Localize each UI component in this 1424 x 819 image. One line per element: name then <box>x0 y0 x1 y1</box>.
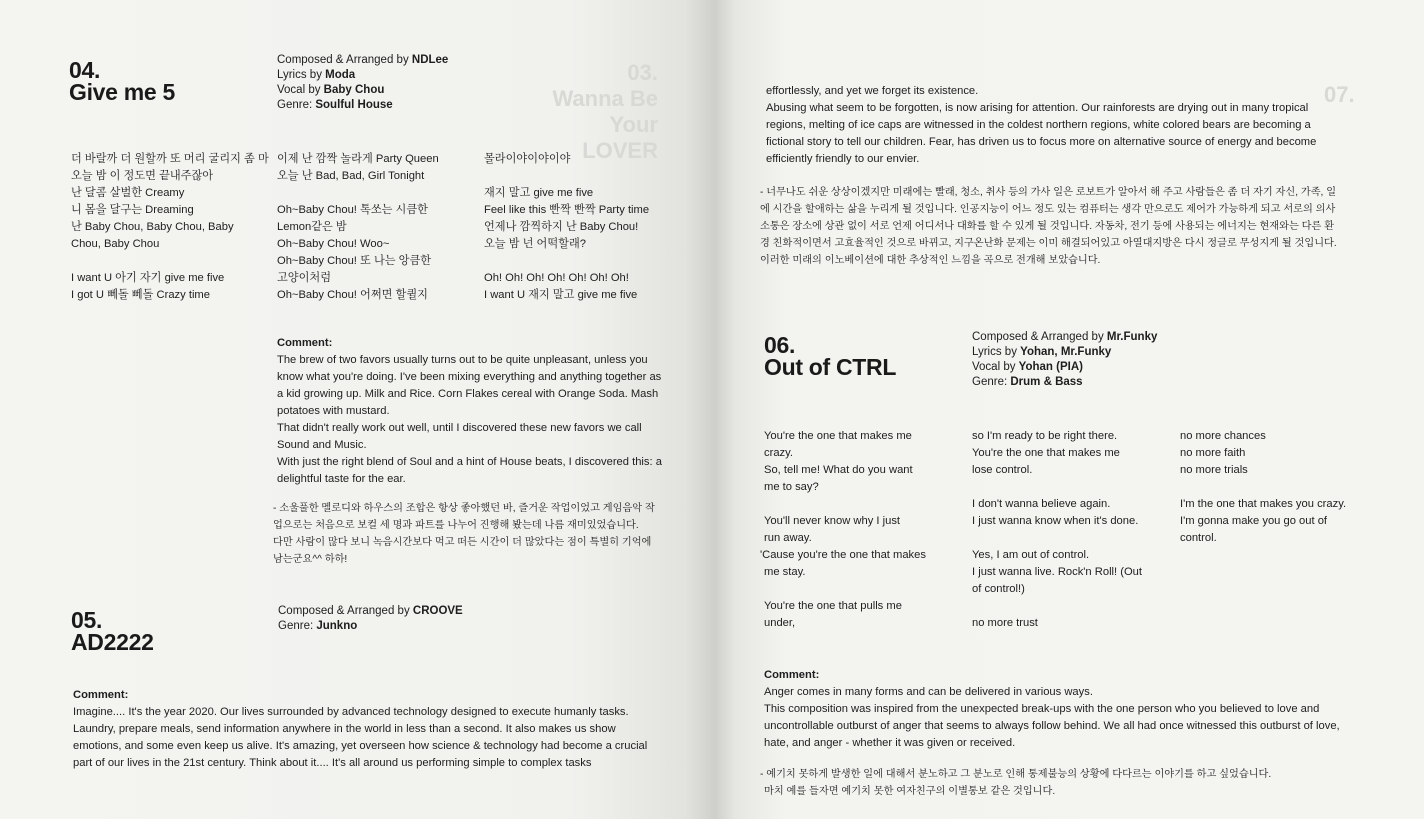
credit-line: Vocal by Yohan (PIA) <box>972 361 1083 373</box>
comment-paragraph-ko: 다만 사람이 많다 보니 녹음시간보다 먹고 떠든 시간이 더 많았다는 점이 특별히 기억에 남는군요^^ 하하! <box>273 537 652 565</box>
lyric-line: 더 바랄까 더 원할까 또 머리 굴리지 좀 마 <box>71 153 269 165</box>
comment-paragraph-ko: - 너무나도 쉬운 상상이겠지만 미래에는 빨래, 청소, 취사 등의 가사 일은 로보트가 알아서 해 주고 사람들은 좀 더 자기 자신, 가족, 일에 시간을 할애하는 삶을 누리게 될 것입니다. 인공지능이 어느 정도 있는 컴퓨터는 생각 만으로도 제어가 가능하게 되고 서로의 의사 소통은 장소에 상관 없이 서로 언제 어디서나 대화를 할 수 있게 될 것입니다. 자동차, 전기 등에 사용되는 에너지는 현재와는 다른 환경 친화적이면서 고효율적인 것으로 바뀌고, 지구온난화 문제는 이미 해결되어있고 아열대지방은 다시 정글로 무성지게 될 것입니다. 이러한 미래의 이노베이션에 대한 추상적인 느낌을 곡으로 전개해 보았습니다. <box>760 187 1337 266</box>
credit-line: Composed & Arranged by Mr.Funky <box>972 331 1158 343</box>
lyric-line: no more chances <box>1180 430 1266 442</box>
lyric-line: So, tell me! What do you want <box>764 464 913 476</box>
lyric-line: Oh~Baby Chou! 어쩌면 할퀼지 <box>277 289 428 301</box>
lyric-line: Oh! Oh! Oh! Oh! Oh! Oh! Oh! <box>484 272 629 284</box>
lyric-line: 고양이처럼 <box>277 272 332 284</box>
lyric-line: run away. <box>764 532 812 544</box>
track05-comment-continued <box>766 83 1351 168</box>
lyric-line: 난 달콤 살벌한 Creamy <box>71 187 185 199</box>
track06-comment <box>764 667 1354 752</box>
track06-comment-korean <box>760 766 1360 800</box>
lyric-line: 몰라이야이야이야 <box>484 153 571 165</box>
comment-paragraph: Abusing what seem to be forgotten, is now arising for attention. Our rainforests are drying out in many tropical regions, melting of ice caps are witnessed in the coldest northern regions, white colored bears are becoming a fictional story to tell our children. Fear, has driven us to focus more on alternative source of energy and become efficiently friendly to our envier. <box>766 102 1317 165</box>
lyric-line: lose control. <box>972 464 1033 476</box>
comment-paragraph: This composition was inspired from the unexpected break-ups with the one person who you believed to love and uncontrollable outburst of anger that seems to always follow behind. We all had once witnessed this outburst of love, hate, and anger - whether it was given or received. <box>764 703 1340 749</box>
show-through-text: 07. <box>1324 82 1355 107</box>
track05-credits <box>278 604 578 634</box>
track04-lyrics-col3 <box>484 151 704 304</box>
lyric-line: me stay. <box>764 566 806 578</box>
lyric-line: 오늘 난 Bad, Bad, Girl Tonight <box>277 170 425 182</box>
track05-number: 05. <box>71 607 103 633</box>
credit-line: Genre: Drum & Bass <box>972 376 1083 388</box>
comment-paragraph-ko: - 소울풀한 멜로디와 하우스의 조합은 항상 좋아했던 바, 즐거운 작업이었고 게임음악 작업으로는 처음으로 보컬 세 명과 파트를 나누어 진행해 봤는데 나름 재미있었습니다. <box>273 503 655 531</box>
lyric-line: I want U 재지 말고 give me five <box>484 289 638 301</box>
lyric-line: no more faith <box>1180 447 1246 459</box>
track05-comment <box>73 687 663 772</box>
track05-title: AD2222 <box>71 629 154 655</box>
track04-number: 04. <box>69 57 101 83</box>
lyric-line: 니 몸을 달구는 Dreaming <box>71 204 194 216</box>
track06-lyrics-col2 <box>972 428 1172 632</box>
track04-comment-korean <box>273 500 657 568</box>
comment-paragraph: That didn't really work out well, until I discovered these new favors we call Sound and Music. <box>277 422 642 451</box>
lyric-line: I want U 아기 자기 give me five <box>71 272 225 284</box>
lyric-line: Chou, Baby Chou <box>71 238 160 250</box>
lyric-line: 오늘 밤 이 정도면 끝내주잖아 <box>71 170 214 182</box>
track04-lyrics-col2 <box>277 151 477 304</box>
lyric-line: I just wanna know when it's done. <box>972 515 1139 527</box>
comment-paragraph: effortlessly, and yet we forget its existence. <box>766 85 979 97</box>
lyric-line: Oh~Baby Chou! Woo~ <box>277 238 390 250</box>
lyric-line: 난 Baby Chou, Baby Chou, Baby <box>71 221 234 233</box>
lyric-line: under, <box>764 617 796 629</box>
lyric-line: I'm the one that makes you crazy. <box>1180 498 1347 510</box>
credit-line: Lyrics by Moda <box>277 69 356 81</box>
credit-line: Lyrics by Yohan, Mr.Funky <box>972 346 1112 358</box>
comment-label: Comment: <box>764 669 820 681</box>
lyric-line: I'm gonna make you go out of <box>1180 515 1328 527</box>
credit-line: Genre: Soulful House <box>277 99 393 111</box>
lyric-line: crazy. <box>764 447 794 459</box>
lyric-line: I don't wanna believe again. <box>972 498 1111 510</box>
comment-paragraph: The brew of two favors usually turns out to be quite unpleasant, unless you know what you're doing. I've been mixing everything and anything together as a kid growing up. Milk and Rice. Corn Flakes cereal with Orange Soda. Mash potatoes with mustard. <box>277 354 662 417</box>
lyric-line: 오늘 밤 넌 어떡할래? <box>484 238 587 250</box>
credit-line: Genre: Junkno <box>278 620 358 632</box>
comment-label: Comment: <box>277 337 333 349</box>
lyric-line: You'll never know why I just <box>764 515 901 527</box>
lyric-line: Lemon같은 밤 <box>277 221 347 233</box>
lyric-line: of control!) <box>972 583 1025 595</box>
credit-line: Composed & Arranged by NDLee <box>277 54 449 66</box>
track06-lyrics-col3 <box>1180 428 1380 547</box>
lyric-line: so I'm ready to be right there. <box>972 430 1118 442</box>
lyric-line: no more trust <box>972 617 1038 629</box>
track06-title: Out of CTRL <box>764 354 897 380</box>
lyric-line: 재지 말고 give me five <box>484 187 594 199</box>
lyric-line: Oh~Baby Chou! 톡쏘는 시큼한 <box>277 204 428 216</box>
lyric-line: 이제 난 깜짝 놀라게 Party Queen <box>277 153 439 165</box>
track06-number: 06. <box>764 332 796 358</box>
comment-paragraph-ko: 마치 예를 들자면 예기치 못한 여자친구의 이별통보 같은 것입니다. <box>764 786 1056 797</box>
lyric-line: no more trials <box>1180 464 1248 476</box>
lyric-line: Feel like this 빤짝 빤짝 Party time <box>484 204 650 216</box>
track06-lyrics-col1 <box>760 428 964 632</box>
track04-title: Give me 5 <box>69 79 175 105</box>
lyric-line: 언제나 깜찍하지 난 Baby Chou! <box>484 221 639 233</box>
lyric-line: Yes, I am out of control. <box>972 549 1090 561</box>
lyric-line: You're the one that pulls me <box>764 600 902 612</box>
comment-paragraph-ko: - 예기치 못하게 발생한 일에 대해서 분노하고 그 분노로 인해 통제불능의 상황에 다다르는 이야기를 하고 싶었습니다. <box>760 769 1272 780</box>
show-through-text: 03. Wanna Be Your LOVER <box>552 60 658 163</box>
lyric-line: me to say? <box>764 481 819 493</box>
lyric-line: You're the one that makes me <box>764 430 912 442</box>
comment-paragraph: Anger comes in many forms and can be delivered in various ways. <box>764 686 1093 698</box>
comment-paragraph: Imagine.... It's the year 2020. Our lives surrounded by advanced technology designed to execute humanly tasks. Laundry, prepare meals, send information anywhere in the world in less than a second. It also makes us show emotions, and some even keep us alive. It's amazing, yet overseen how science & technology had become a crucial part of our lives in the 21st century. Think about it.... It's all around us performing simple to complex tasks <box>73 706 648 769</box>
track05-comment-korean <box>760 184 1340 269</box>
track04-comment <box>277 335 669 488</box>
comment-label: Comment: <box>73 689 129 701</box>
lyric-line: control. <box>1180 532 1217 544</box>
comment-paragraph: With just the right blend of Soul and a hint of House beats, I discovered this: a delightful taste for the ear. <box>277 456 662 485</box>
track06-credits <box>972 330 1272 390</box>
credit-line: Composed & Arranged by CROOVE <box>278 605 463 617</box>
credit-line: Vocal by Baby Chou <box>277 84 385 96</box>
lyric-line: Oh~Baby Chou! 또 나는 앙큼한 <box>277 255 432 267</box>
lyric-line: You're the one that makes me <box>972 447 1120 459</box>
track04-lyrics-col1 <box>71 151 271 304</box>
lyric-line: I got U 뻬돌 뻬돌 Crazy time <box>71 289 210 301</box>
track04-credits <box>277 53 577 113</box>
right-page <box>714 0 1424 819</box>
lyric-line: 'Cause you're the one that makes <box>760 549 926 561</box>
lyric-line: I just wanna live. Rock'n Roll! (Out <box>972 566 1143 578</box>
